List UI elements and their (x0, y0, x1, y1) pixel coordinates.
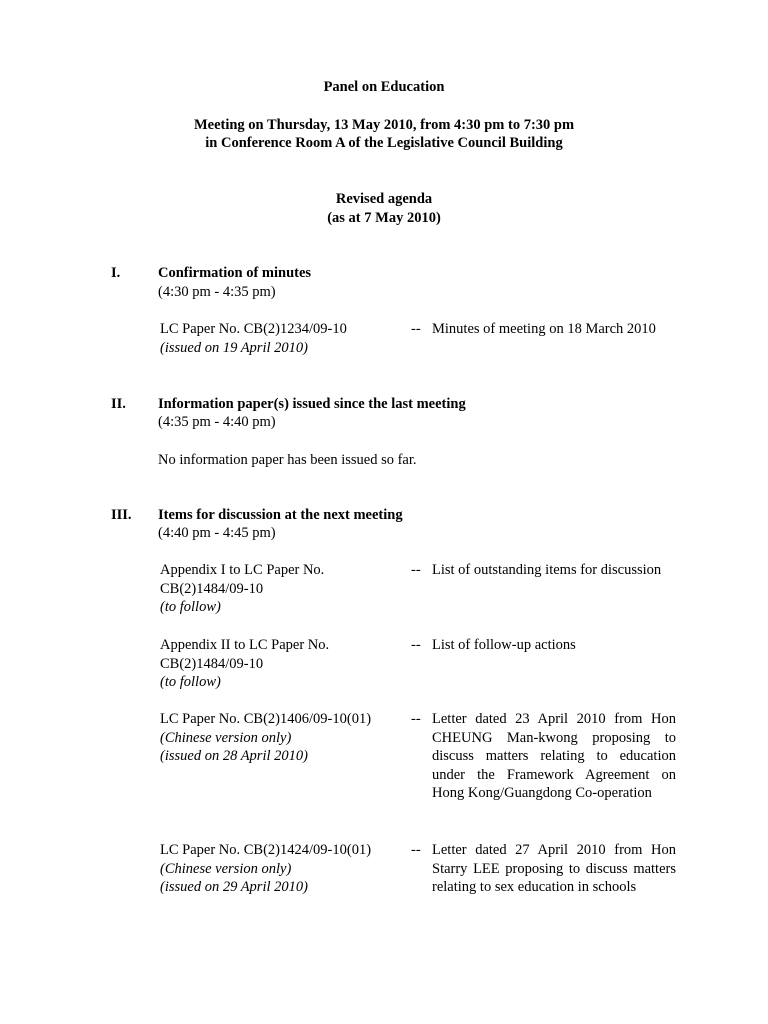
section-number-i: I. (111, 265, 121, 281)
meeting-line-1: Meeting on Thursday, 13 May 2010, from 4:30 pm to 7:30 pm (193, 117, 575, 133)
section-time-iii: (4:40 pm - 4:45 pm) (158, 525, 276, 541)
paper-number: Appendix I to LC Paper No. (160, 562, 325, 578)
paper-note: (issued on 19 April 2010) (160, 339, 308, 356)
item-description: List of outstanding items for discussion (432, 562, 662, 578)
paper-note: (to follow) (160, 674, 221, 690)
section-title-i: Confirmation of minutes (158, 265, 312, 281)
paper-note: (to follow) (160, 599, 221, 615)
panel-title: Panel on Education (323, 79, 445, 95)
section-note-ii: No information paper has been issued so far. (158, 452, 417, 468)
section-time-i: (4:30 pm - 4:35 pm) (158, 284, 276, 300)
paper-ref-appendix-ii (160, 636, 410, 692)
paper-ref-minutes (160, 320, 410, 357)
item-dash: -- (411, 711, 421, 727)
item-description: Minutes of meeting on 18 March 2010 (432, 321, 656, 337)
paper-number: LC Paper No. CB(2)1406/09-10(01) (160, 711, 372, 727)
item-dash: -- (411, 842, 421, 858)
paper-ref-appendix-i (160, 561, 410, 617)
paper-number: Appendix II to LC Paper No. (160, 637, 330, 653)
item-description: Letter dated 27 April 2010 from Hon Starry LEE proposing to discuss matters relating to sex education in schools (432, 842, 676, 895)
agenda-title: Revised agenda (335, 191, 433, 207)
paper-number-cont: CB(2)1484/09-10 (160, 655, 264, 672)
item-dash: -- (411, 637, 421, 653)
paper-ref-cb2-1406 (160, 710, 410, 766)
paper-number-cont: CB(2)1484/09-10 (160, 580, 264, 597)
agenda-date: (as at 7 May 2010) (327, 210, 441, 226)
paper-issue-date: (issued on 29 April 2010) (160, 879, 308, 895)
paper-number: LC Paper No. CB(2)1234/09-10 (160, 321, 347, 337)
meeting-line-2: in Conference Room A of the Legislative Council Building (205, 135, 563, 151)
paper-note: (Chinese version only) (160, 729, 292, 746)
paper-ref-cb2-1424 (160, 841, 410, 897)
paper-note: (Chinese version only) (160, 860, 292, 877)
section-title-iii: Items for discussion at the next meeting (158, 507, 403, 523)
item-dash: -- (411, 321, 421, 337)
section-title-ii: Information paper(s) issued since the last meeting (158, 396, 466, 412)
paper-issue-date: (issued on 28 April 2010) (160, 748, 308, 764)
item-description: Letter dated 23 April 2010 from Hon CHEUNG Man-kwong proposing to discuss matters relating to education under the Framework Agreement on Hong Kong/Guangdong Co-operation (432, 711, 676, 801)
item-dash: -- (411, 562, 421, 578)
item-description: List of follow-up actions (432, 637, 576, 653)
section-number-iii: III. (111, 507, 132, 523)
section-number-ii: II. (111, 396, 126, 412)
section-time-ii: (4:35 pm - 4:40 pm) (158, 414, 276, 430)
paper-number: LC Paper No. CB(2)1424/09-10(01) (160, 842, 372, 858)
